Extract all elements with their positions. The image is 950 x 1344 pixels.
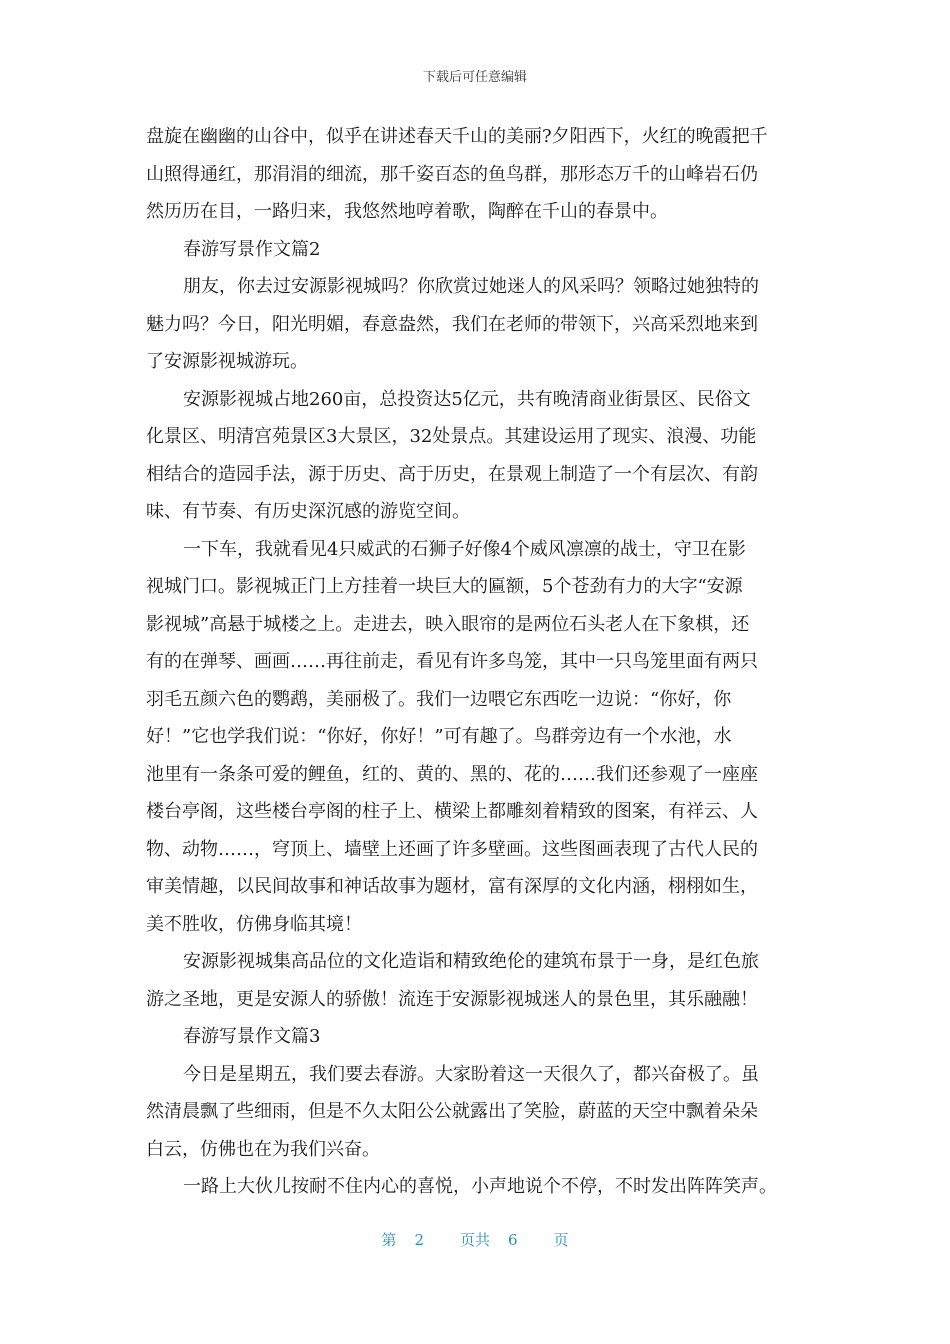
text-line: 有的在弹琴、画画……再往前走，看见有许多鸟笼，其中一只鸟笼里面有两只 <box>146 651 758 672</box>
text-line: 池里有一条条可爱的鲤鱼，红的、黄的、黑的、花的……我们还参观了一座座 <box>146 763 758 785</box>
footer-middle: 页共 <box>459 1231 490 1249</box>
text-line: 楼台亭阁，这些楼台亭阁的柱子上、横梁上都雕刻着精致的图案，有祥云、人 <box>146 801 758 822</box>
text-line: 安源影视城占地260亩，总投资达5亿元，共有晚清商业街景区、民俗文 <box>183 388 751 410</box>
text-line: 影视城”高悬于城楼之上。走进去，映入眼帘的是两位石头老人在下象棋，还 <box>146 613 750 635</box>
text-line: 一路上大伙儿按耐不住内心的喜悦，小声地说个不停，不时发出阵阵笑声。 <box>183 1176 777 1197</box>
text-line: 然历历在目，一路归来，我悠然地哼着歌，陶醉在千山的春景中。 <box>146 201 668 222</box>
text-line: 好！”它也学我们说：“你好，你好！”可有趣了。鸟群旁边有一个水池，水 <box>146 726 732 747</box>
text-line: 审美情趣，以民间故事和神话故事为题材，富有深厚的文化内涵，栩栩如生， <box>146 876 758 897</box>
text-line: 安源影视城集高品位的文化造诣和精致绝伦的建筑布景于一身，是红色旅 <box>183 951 759 972</box>
text-line: 美不胜收，仿佛身临其境！ <box>146 913 362 935</box>
page-footer <box>0 1229 950 1250</box>
page-header: 下载后可任意编辑 <box>422 70 527 85</box>
footer-suffix: 页 <box>553 1231 569 1249</box>
text-line: 盘旋在幽幽的山谷中，似乎在讲述春天千山的美丽?夕阳西下，火红的晚霞把千 <box>146 126 768 147</box>
text-line: 化景区、明清宫苑景区3大景区，32处景点。其建设运用了现实、浪漫、功能 <box>146 426 757 447</box>
text-line: 一下车，我就看见4只威武的石狮子好像4个威风凛凛的战士，守卫在影 <box>183 538 746 560</box>
text-line: 然清晨飘了些细雨，但是不久太阳公公就露出了笑脸，蔚蓝的天空中飘着朵朵 <box>146 1101 758 1122</box>
text-line: 了安源影视城游玩。 <box>146 351 308 372</box>
text-line: 白云，仿佛也在为我们兴奋。 <box>146 1138 380 1160</box>
text-line: 魅力吗？今日，阳光明媚，春意盎然，我们在老师的带领下，兴高采烈地来到 <box>146 313 758 335</box>
text-line: 春游写景作文篇2 <box>183 238 321 260</box>
footer-prefix: 第 <box>381 1231 397 1249</box>
text-line: 视城门口。影视城正门上方挂着一块巨大的匾额，5个苍劲有力的大字“安源 <box>146 576 743 597</box>
document-body <box>146 118 806 1206</box>
footer-current-page: 2 <box>414 1231 424 1249</box>
text-line: 相结合的造园手法，源于历史、高于历史，在景观上制造了一个有层次、有韵 <box>146 463 758 485</box>
text-line: 羽毛五颜六色的鹦鹉，美丽极了。我们一边喂它东西吃一边说：“你好，你 <box>146 688 732 710</box>
text-line: 朋友，你去过安源影视城吗？你欣赏过她迷人的风采吗？领略过她独特的 <box>183 276 759 297</box>
text-line: 物、动物……，穹顶上、墙壁上还画了许多壁画。这些图画表现了古代人民的 <box>146 838 758 860</box>
text-line: 山照得通红，那涓涓的细流，那千姿百态的鱼鸟群，那形态万千的山峰岩石仍 <box>146 163 758 185</box>
footer-total-pages: 6 <box>508 1231 518 1249</box>
text-line: 味、有节奏、有历史深沉感的游览空间。 <box>146 501 470 522</box>
text-line: 今日是星期五，我们要去春游。大家盼着这一天很久了，都兴奋极了。虽 <box>183 1063 759 1085</box>
text-line: 春游写景作文篇3 <box>183 1026 321 1047</box>
text-line: 游之圣地，更是安源人的骄傲！流连于安源影视城迷人的景色里，其乐融融！ <box>146 988 758 1010</box>
